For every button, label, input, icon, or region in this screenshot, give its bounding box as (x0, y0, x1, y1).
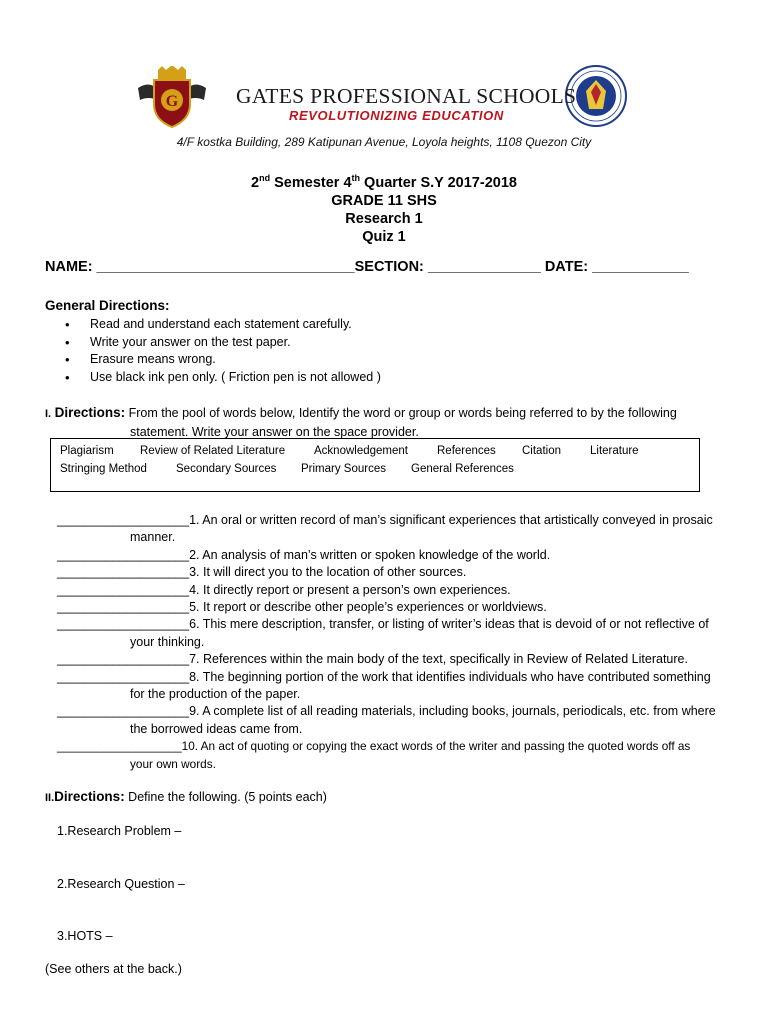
school-motto: REVOLUTIONIZING EDUCATION (289, 108, 504, 123)
word-option: Secondary Sources (176, 463, 277, 475)
question-item: ___________________6. This mere description, transfer, or listing of writer’s ideas that is devoid of or not reflective of your thinking. (57, 617, 709, 649)
svg-text:G: G (165, 93, 179, 110)
word-option: General References (411, 463, 514, 475)
question-item: ___________________10. An act of quoting or copying the exact words of the writer and passing the quoted words off as your own words. (57, 739, 691, 771)
question-item: ___________________8. The beginning portion of the work that identifies individuals who have contributed something for the production of the paper. (57, 669, 711, 702)
direction-item: • Erasure means wrong. (65, 351, 381, 369)
definition-item: 1.Research Problem – (57, 824, 182, 838)
general-directions-heading: General Directions: (45, 298, 170, 313)
quiz-title-block (0, 169, 768, 246)
question-item: ___________________2. An analysis of man’s written or spoken knowledge of the world. (57, 547, 551, 562)
word-option: References (437, 445, 496, 457)
word-option: Acknowledgement (314, 445, 408, 457)
grade-line: GRADE 11 SHS (331, 192, 437, 209)
direction-item: • Use black ink pen only. ( Friction pen is not allowed ) (65, 369, 381, 387)
question-item: ___________________9. A complete list of all reading materials, including books, journals, periodicals, etc. from where the borrowed ideas came from. (57, 704, 716, 736)
part1-directions: I. Directions: From the pool of words below, Identify the word or group or words being referred to by the following statement. Write your answer on the space provider. (45, 405, 677, 439)
subject-line: Research 1 (345, 210, 423, 227)
word-pool-box (50, 438, 700, 492)
semester-line: 2nd Semester 4th Quarter S.Y 2017-2018 (251, 173, 517, 191)
question-item: ___________________4. It directly report or present a person’s own experiences. (57, 582, 511, 597)
school-address: 4/F kostka Building, 289 Katipunan Avenue, Loyola heights, 1108 Quezon City (176, 135, 592, 149)
school-name: GATES PROFESSIONAL SCHOOLS (236, 84, 577, 108)
student-info-line: NAME: ________________________________SECTION: ______________ DATE: ____________ (45, 259, 689, 275)
word-option: Plagiarism (60, 445, 114, 457)
word-option: Stringing Method (60, 463, 147, 475)
direction-item: • Write your answer on the test paper. (65, 334, 381, 352)
word-option: Primary Sources (301, 463, 386, 475)
definition-item: 3.HOTS – (57, 929, 113, 943)
definition-item: 2.Research Question – (57, 877, 185, 891)
quiz-line: Quiz 1 (362, 228, 406, 245)
question-item: ___________________1. An oral or written record of man’s significant experiences that artistically conveyed in prosaic manner. (57, 513, 713, 545)
word-option: Review of Related Literature (140, 445, 286, 457)
question-item: ___________________5. It report or describe other people’s experiences or worldviews. (57, 600, 547, 615)
direction-item: • Read and understand each statement carefully. (65, 316, 381, 334)
see-back-note: (See others at the back.) (45, 962, 182, 976)
question-item: ___________________3. It will direct you to the location of other sources. (57, 565, 467, 580)
question-item: ___________________7. References within the main body of the text, specifically in Review of Related Literature. (57, 652, 688, 667)
part2-directions: II.Directions: Define the following. (5 points each) (45, 789, 327, 804)
word-option: Citation (522, 445, 561, 457)
school-crest-logo (136, 66, 208, 128)
word-option: Literature (590, 445, 639, 457)
general-directions-list (65, 316, 381, 386)
identification-items (57, 512, 725, 773)
